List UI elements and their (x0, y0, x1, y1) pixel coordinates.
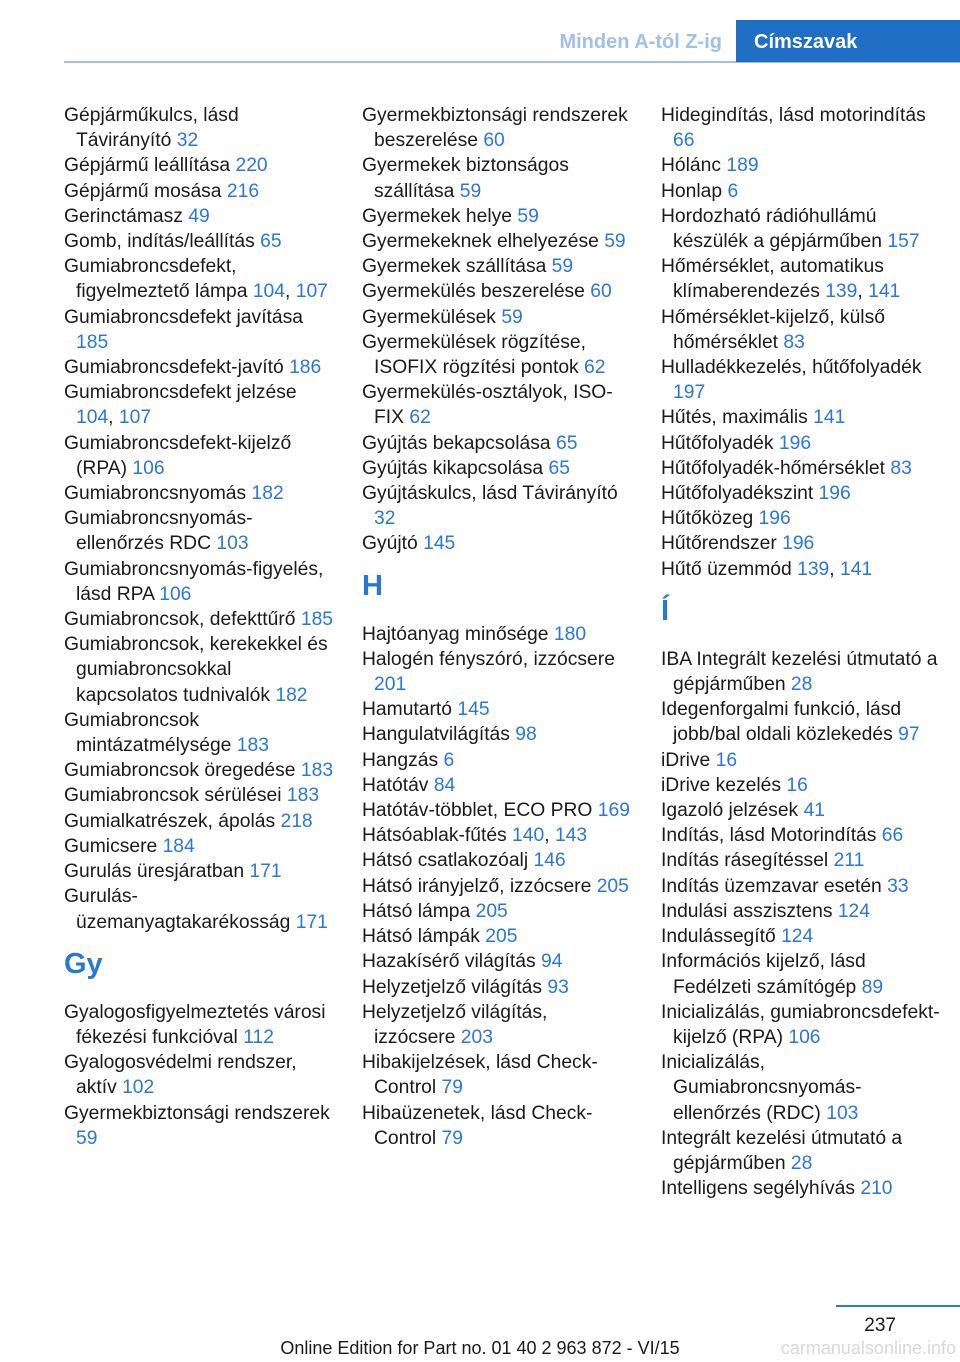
index-entry (661, 798, 941, 823)
index-entry (64, 859, 336, 884)
index-entry-term: Indítás, lásd Motorindítás (661, 825, 882, 847)
index-entry (661, 103, 941, 153)
index-entry-term: Indulási asszisztens (661, 900, 838, 922)
index-entry: Hűtő üzemmód 139, 141 (661, 558, 873, 580)
page-reference-link[interactable]: 182 (251, 483, 284, 505)
index-entry-term: Hűtőfolyadék (661, 432, 779, 454)
index-entry (362, 622, 634, 647)
index-entry (64, 204, 336, 229)
page-reference-link[interactable]: 201 (374, 674, 407, 696)
page-reference-link[interactable]: 124 (837, 900, 870, 922)
page-reference-link[interactable]: 182 (275, 684, 308, 706)
page-reference-link[interactable]: 141 (813, 407, 846, 429)
index-entry-term: Gumiabroncsdefekt, figyelmeztető lámpa (64, 256, 253, 303)
index-entry-term: Hátsó csatlakozóalj (362, 850, 534, 872)
page-reference-link[interactable]: 171 (295, 911, 328, 933)
page-reference-link[interactable]: 94 (540, 951, 563, 973)
index-entry-term: Gumiabroncsnyomás-figyelés, lásd RPA (64, 558, 324, 605)
index-entry (64, 1101, 336, 1151)
index-entry (64, 229, 336, 254)
index-entry-term: Gerinctámasz (64, 205, 189, 227)
index-entry (661, 647, 941, 697)
index-entry-term: Hazakísérő világítás (362, 951, 541, 973)
page-reference-link[interactable]: 169 (597, 800, 630, 822)
page-reference-link[interactable]: 196 (758, 508, 791, 530)
page-reference-link[interactable]: 216 (226, 180, 260, 202)
page-reference-link[interactable]: 103 (216, 533, 249, 555)
page-reference-link[interactable]: 98 (515, 724, 537, 746)
index-entry-term: Gyermekek helye (362, 205, 518, 227)
index-entry-term: Indítás rásegítéssel (661, 850, 834, 872)
index-letter-heading: Í (661, 594, 670, 627)
page-reference-link[interactable]: 180 (553, 623, 587, 645)
index-column-2 (362, 103, 634, 1151)
index-entry (64, 431, 336, 481)
index-entry (362, 153, 634, 203)
index-entry-term: Hűtőközeg (661, 508, 759, 530)
page-reference-link[interactable]: 83 (783, 331, 805, 353)
page-reference-link[interactable]: 16 (715, 749, 738, 771)
index-entry (661, 153, 941, 178)
page-reference-link[interactable]: 65 (548, 457, 570, 479)
index-entry-term: Gumiabroncsok öregedése (64, 760, 301, 782)
index-entry-term: Hőmérséklet-kijelző, külső hőmérséklet (661, 306, 885, 353)
index-entry-term: Gurulás-üzemanyagtakarékosság (64, 886, 296, 933)
page-reference-link[interactable]: 184 (162, 835, 195, 857)
index-entry-term: Hulladékkezelés, hűtőfolyadék (661, 357, 922, 379)
index-entry-term: Gumiabroncsok, kerekekkel és gumiabroncsokkal kapcsolatos tudnivalók (64, 634, 328, 706)
index-entry-term: Hátsóablak-fűtés (362, 825, 513, 847)
index-entry-term: Indítás üzemzavar esetén (661, 875, 888, 897)
index-entry (64, 884, 336, 934)
index-entry (64, 355, 336, 380)
page-reference-link[interactable]: 104 (252, 281, 285, 303)
page-reference-link[interactable]: 141 (840, 558, 873, 580)
page-reference-link[interactable]: 107 (118, 407, 152, 429)
page-reference-link[interactable]: 60 (483, 130, 505, 152)
index-entry-term: Gyújtás bekapcsolása (362, 432, 556, 454)
index-entry (661, 899, 941, 924)
page-reference-link[interactable]: 106 (788, 1026, 821, 1048)
page-reference-link[interactable]: 185 (76, 331, 109, 353)
page-reference-link[interactable]: 145 (457, 699, 490, 721)
index-entry (661, 697, 941, 747)
index-entry-term: Hidegindítás, lásd motorindítás (661, 105, 926, 126)
page-reference-link[interactable]: 196 (782, 533, 815, 555)
index-entry-term: Hőmérséklet, automatikus klímaberendezés (661, 256, 884, 303)
index-entry (661, 355, 941, 405)
index-entry-term: Gépjármű mosása (64, 180, 227, 202)
page-reference-link[interactable]: 218 (280, 810, 313, 832)
index-entry-term: Hordozható rádióhullámú készülék a gépjárműben (661, 205, 888, 253)
page-reference-link[interactable]: 210 (860, 1178, 893, 1200)
index-entry-term: Gyújtáskulcs, lásd Távirányító (362, 483, 618, 505)
page-reference-link[interactable]: 59 (604, 231, 626, 253)
index-entry (661, 405, 941, 430)
page-reference-link[interactable]: 102 (122, 1077, 155, 1099)
page-reference-link[interactable]: 139 (797, 558, 830, 580)
index-entry (362, 899, 634, 924)
index-entry (362, 305, 634, 330)
index-entry (362, 204, 634, 229)
index-entry-term: Gépjárműkulcs, lásd Távirányító (64, 105, 239, 152)
page-reference-link[interactable]: 32 (176, 130, 199, 152)
index-entry-term: Hűtőfolyadék-hőmérséklet (661, 457, 891, 479)
page-reference-link[interactable]: 203 (460, 1026, 493, 1048)
index-entry (362, 481, 634, 531)
page-reference-link[interactable]: 79 (441, 1127, 463, 1149)
index-entry-term: Helyzetjelző világítás, izzócsere (362, 1001, 548, 1048)
index-entry-term: Indulássegítő (661, 926, 782, 948)
index-entry-term: Hűtőfolyadékszint (661, 483, 819, 505)
index-entry (64, 153, 336, 178)
index-column-3 (661, 103, 941, 1201)
index-entry (362, 456, 634, 481)
page-reference-link[interactable]: 33 (887, 875, 909, 897)
page-reference-link[interactable]: 59 (76, 1127, 98, 1149)
index-entry (64, 1050, 336, 1100)
page-reference-link[interactable]: 93 (547, 976, 569, 998)
index-entry (64, 481, 336, 506)
index-entry-term: Honlap (661, 180, 728, 202)
index-entry-term: Gumiabroncsok, defekttűrő (64, 609, 301, 631)
page-reference-link[interactable]: 66 (673, 130, 695, 152)
page-reference-link[interactable]: 183 (300, 760, 334, 782)
index-entry-term: Információs kijelző, lásd Fedélzeti számítógép (661, 951, 866, 998)
index-entry (362, 874, 634, 899)
index-entry-term: Gyermekek szállítása (362, 256, 552, 278)
index-entry (362, 1050, 634, 1100)
page-reference-link[interactable]: 89 (861, 976, 884, 998)
index-entry-term: Hólánc (661, 155, 727, 177)
index-entry-term: iDrive kezelés (661, 774, 787, 796)
index-entry-term: Hűtőrendszer (661, 533, 783, 555)
page-reference-link[interactable]: 189 (726, 155, 759, 177)
index-entry-term: Gyermekbiztonsági rendszerek beszerelése (362, 105, 628, 152)
page-reference-link[interactable]: 145 (423, 533, 456, 555)
page-reference-link[interactable]: 84 (433, 774, 456, 796)
index-entry (64, 305, 336, 355)
page-reference-link[interactable]: 183 (286, 785, 320, 807)
index-entry (362, 1000, 634, 1050)
index-entry (362, 848, 634, 873)
index-entry (362, 103, 634, 153)
index-entry (362, 798, 634, 823)
index-entry-term: Gumiabroncsdefekt javítása (64, 306, 303, 328)
index-entry-term: Gumiabroncsdefekt-kijelző (RPA) (64, 432, 292, 479)
index-entry-term: Helyzetjelző világítás (362, 976, 548, 998)
watermark: carmanualsonline.info (780, 1338, 956, 1358)
page-reference-link[interactable]: 104 (76, 407, 109, 429)
index-entry-term: Gumicsere (64, 835, 163, 857)
index-entry (661, 456, 941, 481)
header-tab: Címszavak (736, 20, 960, 62)
page-reference-link[interactable]: 185 (300, 609, 334, 631)
index-entry-term: Hűtés, maximális (661, 407, 814, 429)
index-entry: Gumiabroncsdefekt jelzése 104, 107 (64, 382, 297, 429)
index-letter-heading: H (362, 569, 383, 602)
index-entry-term: Gyermekbiztonsági rendszerek (64, 1102, 330, 1124)
page-reference-link[interactable]: 106 (132, 457, 165, 479)
index-entry-term: Gyújtás kikapcsolása (362, 457, 549, 479)
index-entry-term: Gumiabroncsdefekt jelzése (64, 382, 297, 404)
index-entry (362, 924, 634, 949)
index-entry (64, 708, 336, 758)
index-entry-term: Hamutartó (362, 699, 458, 721)
page-reference-link[interactable]: 59 (517, 205, 539, 227)
index-entry-term: Gumialkatrészek, ápolás (64, 810, 281, 832)
index-entry (362, 254, 634, 279)
page-reference-link[interactable]: 28 (790, 1152, 813, 1174)
page-reference-link[interactable]: 59 (551, 256, 574, 278)
page-reference-link[interactable]: 32 (374, 508, 396, 530)
index-entry (64, 809, 336, 834)
page-reference-link[interactable]: 183 (236, 735, 269, 757)
page-reference-link[interactable]: 112 (243, 1026, 274, 1048)
index-entry (64, 783, 336, 808)
index-entry (64, 1000, 336, 1050)
page-reference-link[interactable]: 186 (289, 357, 322, 379)
page-reference-link[interactable]: 62 (584, 357, 606, 379)
index-entry (362, 949, 634, 974)
index-entry (64, 607, 336, 632)
index-entry-term: Gyermekülés beszerelése (362, 281, 591, 303)
index-entry (64, 758, 336, 783)
index-entry-term: Gumiabroncsnyomás-ellenőrzés RDC (64, 508, 253, 555)
page-reference-link[interactable]: 66 (881, 825, 904, 847)
index-entry (64, 557, 336, 607)
page-reference-link[interactable]: 79 (441, 1077, 463, 1099)
index-entry (661, 874, 941, 899)
index-entry (661, 506, 941, 531)
index-entry (661, 1176, 941, 1201)
index-entry (362, 697, 634, 722)
page-reference-link[interactable]: 62 (409, 407, 431, 429)
index-entry-term: Gyermekeknek elhelyezése (362, 231, 605, 253)
index-entry-term: Integrált kezelési útmutató a gépjárműben (661, 1127, 903, 1174)
index-entry (362, 975, 634, 1000)
index-entry-term: Hátsó lámpa (362, 900, 476, 922)
index-entry-term: Gyalogosfigyelmeztetés városi fékezési funkcióval (64, 1001, 326, 1048)
index-entry-term: Gyermekülések rögzítése, ISOFIX rögzítési pontok (362, 331, 586, 379)
page-reference-link[interactable]: 41 (803, 800, 826, 822)
index-entry-term: Inicializálás, gumiabroncsdefekt-kijelző (RPA) (661, 1001, 940, 1048)
index-entry: Gumiabroncsdefekt, figyelmeztető lámpa 104, 107 (64, 256, 328, 303)
index-entry (661, 305, 941, 355)
index-entry-term: Gumiabroncsok sérülései (64, 785, 287, 807)
page-reference-link[interactable]: 205 (475, 900, 508, 922)
page-reference-link[interactable]: 139 (825, 281, 858, 303)
index-entry-term: Gépjármű leállítása (64, 155, 236, 177)
page-reference-link[interactable]: 124 (781, 926, 814, 948)
index-entry (64, 834, 336, 859)
page-reference-link[interactable]: 211 (833, 850, 865, 872)
index-entry (661, 179, 941, 204)
index-entry (362, 748, 634, 773)
index-entry-term: IBA Integrált kezelési útmutató a gépjárműben (661, 648, 938, 696)
index-entry (64, 103, 336, 153)
index-entry (661, 848, 941, 873)
index-entry-term: Gumiabroncsnyomás (64, 483, 252, 505)
page-reference-link[interactable]: 146 (533, 850, 566, 872)
index-entry-term: Halogén fényszóró, izzócsere (362, 648, 615, 670)
page-reference-link[interactable]: 65 (260, 231, 282, 253)
page-reference-link[interactable]: 143 (554, 825, 588, 847)
page-reference-link[interactable]: 49 (188, 205, 210, 227)
index-letter-heading: Gy (64, 947, 103, 980)
index-entry-term: Hatótáv-többlet, ECO PRO (362, 800, 598, 822)
index-entry (661, 531, 941, 556)
index-entry-term: Hibakijelzések, lásd Check-Control (362, 1052, 598, 1099)
index-entry-term: Gumiabroncsdefekt-javító (64, 357, 290, 379)
index-entry (661, 823, 941, 848)
page-reference-link[interactable]: 196 (818, 483, 851, 505)
index-entry-term: Hibaüzenetek, lásd Check-Control (362, 1102, 593, 1149)
page-reference-link[interactable]: 28 (790, 674, 813, 696)
index-entry-term: Hangulatvilágítás (362, 724, 516, 746)
page-reference-link[interactable]: 205 (485, 926, 518, 948)
page-reference-link[interactable]: 107 (295, 281, 328, 303)
page-reference-link[interactable]: 65 (556, 432, 578, 454)
page-number: 237 (864, 1315, 896, 1336)
page-reference-link[interactable]: 106 (159, 583, 192, 605)
index-entry (661, 204, 941, 254)
index-entry (362, 647, 634, 697)
index-entry-term: Hatótáv (362, 774, 434, 796)
index-entry (64, 179, 336, 204)
index-entry-term: Hangzás (362, 749, 444, 771)
index-entry-term: iDrive (661, 749, 716, 771)
index-entry-term: Hátsó irányjelző, izzócsere (362, 875, 597, 897)
header-section-title: Minden A-tól Z-ig (559, 31, 722, 53)
page-reference-link[interactable]: 97 (898, 724, 920, 746)
index-entry-term: Gyújtó (362, 533, 424, 555)
index-entry (661, 773, 941, 798)
index-entry-term: Gomb, indítás/leállítás (64, 231, 261, 253)
page-reference-link[interactable]: 60 (590, 281, 612, 303)
index-entry (362, 431, 634, 456)
index-entry (661, 748, 941, 773)
index-entry-term: Hajtóanyag minősége (362, 623, 554, 645)
index-entry (64, 632, 336, 708)
index-entry (362, 330, 634, 380)
index-entry (661, 481, 941, 506)
index-entry-term: Inicializálás, Gumiabroncsnyomás-ellenőrzés (RDC) (661, 1052, 862, 1124)
page-reference-link[interactable]: 6 (727, 180, 739, 202)
page-reference-link[interactable]: 59 (459, 180, 482, 202)
index-entry (64, 506, 336, 556)
index-entry-term: Hűtő üzemmód (661, 558, 798, 580)
index-entry (362, 722, 634, 747)
index-entry: Hőmérséklet, automatikus klímaberendezés 139, 141 (661, 256, 901, 303)
page-reference-link[interactable]: 83 (890, 457, 912, 479)
page-reference-link[interactable]: 205 (596, 875, 629, 897)
index-entry-term: Gyermekek biztonságos szállítása (362, 155, 569, 202)
index-entry-term: Idegenforgalmi funkció, lásd jobb/bal oldali közlekedés (661, 699, 902, 746)
index-entry: Hátsóablak-fűtés 140, 143 (362, 825, 588, 847)
index-entry (661, 431, 941, 456)
index-entry-term: Gyermekülés-osztályok, ISO-FIX (362, 382, 613, 429)
index-entry (661, 949, 941, 999)
index-column-1 (64, 103, 336, 1151)
footer-rule (836, 1305, 960, 1307)
index-entry (661, 1126, 941, 1176)
index-entry (362, 531, 634, 556)
page-reference-link[interactable]: 197 (673, 382, 706, 404)
page-reference-link[interactable]: 16 (786, 774, 808, 796)
index-entry-term: Gurulás üresjáratban (64, 861, 250, 883)
page-reference-link[interactable]: 220 (235, 155, 268, 177)
index-entry-term: Intelligens segélyhívás (661, 1178, 861, 1200)
page-reference-link[interactable]: 157 (887, 231, 920, 253)
page-reference-link[interactable]: 6 (443, 749, 455, 771)
index-entry (362, 380, 634, 430)
page-reference-link[interactable]: 140 (512, 825, 545, 847)
index-entry (362, 1101, 634, 1151)
index-entry-term: Gyalogosvédelmi rendszer, aktív (64, 1052, 297, 1099)
footer-text: Online Edition for Part no. 01 40 2 963 872 - VI/15 (280, 1338, 680, 1358)
index-entry-term: Igazoló jelzések (661, 800, 804, 822)
page-reference-link[interactable]: 59 (501, 306, 523, 328)
index-entry (362, 229, 634, 254)
index-entry-term: Gyermekülések (362, 306, 502, 328)
index-entry-term: Gumiabroncsok mintázatmélysége (64, 709, 237, 757)
page-reference-link[interactable]: 103 (826, 1102, 859, 1124)
index-entry (661, 1000, 941, 1050)
index-entry (661, 1050, 941, 1126)
index-entry (362, 773, 634, 798)
index-entry-term: Hátsó lámpák (362, 926, 486, 948)
page-reference-link[interactable]: 196 (778, 432, 812, 454)
page-reference-link[interactable]: 171 (249, 861, 282, 883)
index-entry (661, 924, 941, 949)
index-entry (362, 279, 634, 304)
page-reference-link[interactable]: 141 (868, 281, 901, 303)
